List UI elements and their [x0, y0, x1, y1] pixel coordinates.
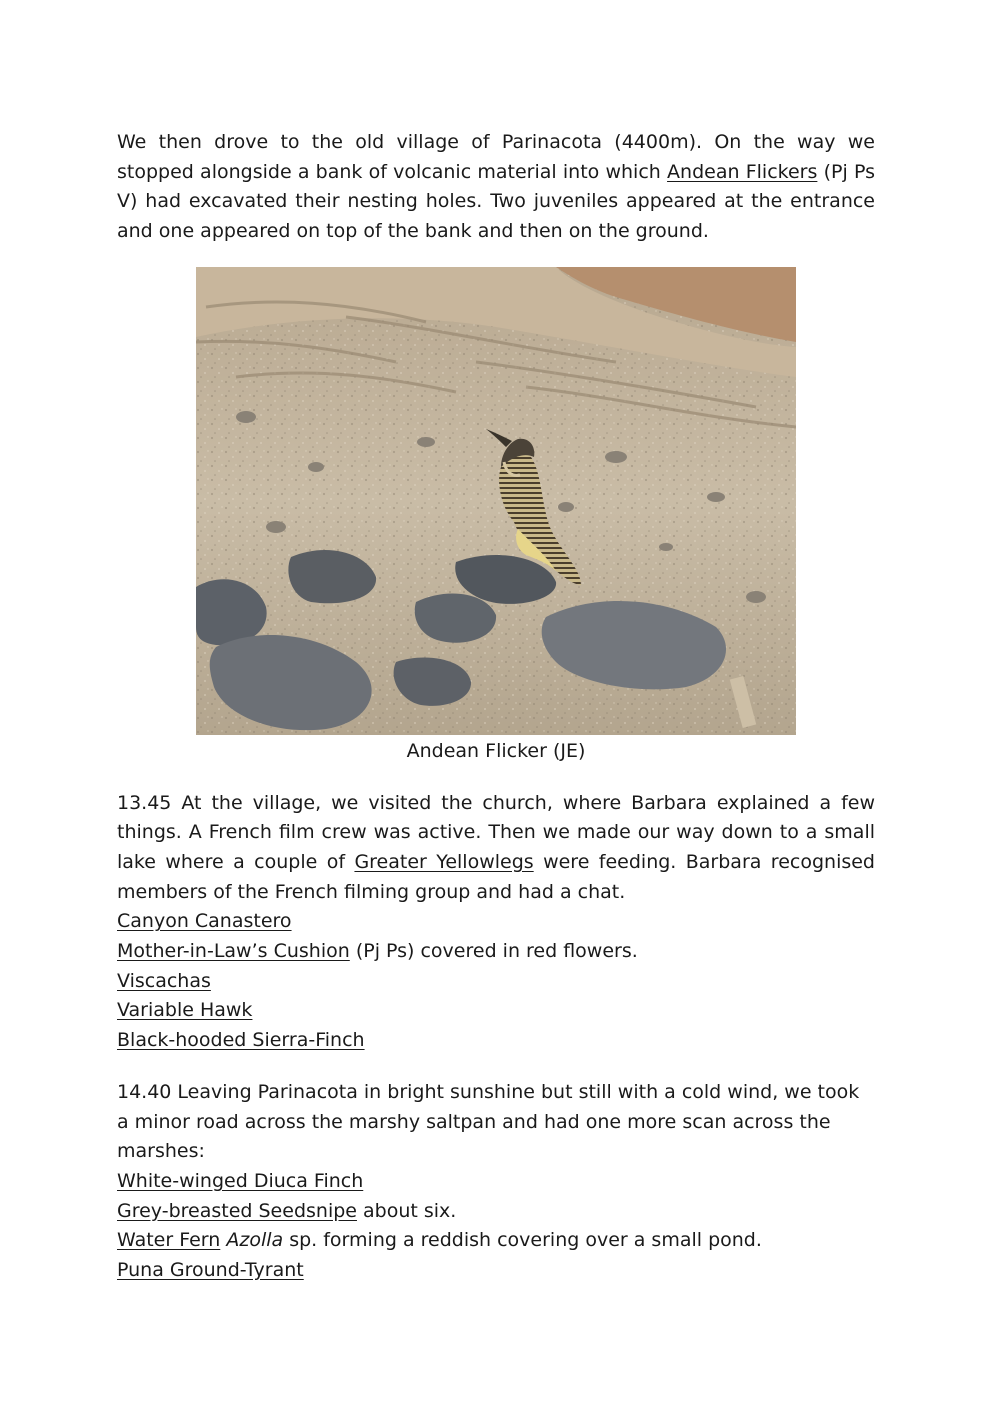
species-name: Water Fern [117, 1229, 221, 1252]
paragraph-text: 13.45 At the village, we visited the church, where Barbara explained a few things. A French film crew was active. Then we made our way down to a small lake where a couple of [117, 791, 875, 873]
species-note: about six. [356, 1199, 457, 1222]
list-item [117, 937, 875, 967]
paragraph-text: were feeding. Barbara recognised members of the French filming group and had a chat. [117, 850, 875, 903]
paragraph-village-visit [117, 789, 875, 908]
species-note: sp. forming a reddish covering over a small pond. [283, 1229, 762, 1252]
list-item [117, 996, 875, 1026]
paragraph-parinacota-drive [117, 128, 875, 247]
document-page [117, 128, 875, 1286]
list-item [117, 1256, 875, 1286]
list-item [117, 1226, 875, 1256]
species-link-andean-flickers: Andean Flickers [667, 160, 818, 183]
paragraph-text: (Pj Ps V) had excavated their nesting holes. Two juveniles appeared at the entrance and one appeared on top of the bank and then on the ground. [117, 160, 875, 243]
species-link-greater-yellowlegs: Greater Yellowlegs [354, 850, 534, 873]
figure [196, 267, 796, 767]
species-list-marshes [117, 1167, 875, 1286]
paragraph-text: We then drove to the old village of Parinacota (4400m). On the way we stopped alongside a bank of volcanic material into which [117, 131, 875, 183]
andean-flicker-photo [196, 267, 796, 735]
species-list-village [117, 907, 875, 1056]
species-name: Black-hooded Sierra-Finch [117, 1029, 365, 1052]
list-item [117, 1197, 875, 1227]
list-item [117, 1167, 875, 1197]
species-name: Variable Hawk [117, 999, 253, 1022]
species-name: Grey-breasted Seedsnipe [117, 1199, 357, 1222]
figure-caption: Andean Flicker (JE) [406, 739, 586, 762]
species-name: White-winged Diuca Finch [117, 1169, 364, 1192]
list-item [117, 967, 875, 997]
species-name: Puna Ground-Tyrant [117, 1259, 304, 1282]
species-note: (Pj Ps) covered in red flowers. [349, 940, 638, 963]
species-name: Viscachas [117, 969, 211, 992]
species-name: Mother-in-Law’s Cushion [117, 940, 350, 963]
paragraph-leaving-parinacota: 14.40 Leaving Parinacota in bright sunshine but still with a cold wind, we took a minor road across the marshy saltpan and had one more scan across the marshes: [117, 1080, 860, 1163]
species-name: Canyon Canastero [117, 910, 292, 933]
list-item [117, 1026, 875, 1056]
scientific-name: Azolla [226, 1229, 284, 1252]
list-item [117, 907, 875, 937]
